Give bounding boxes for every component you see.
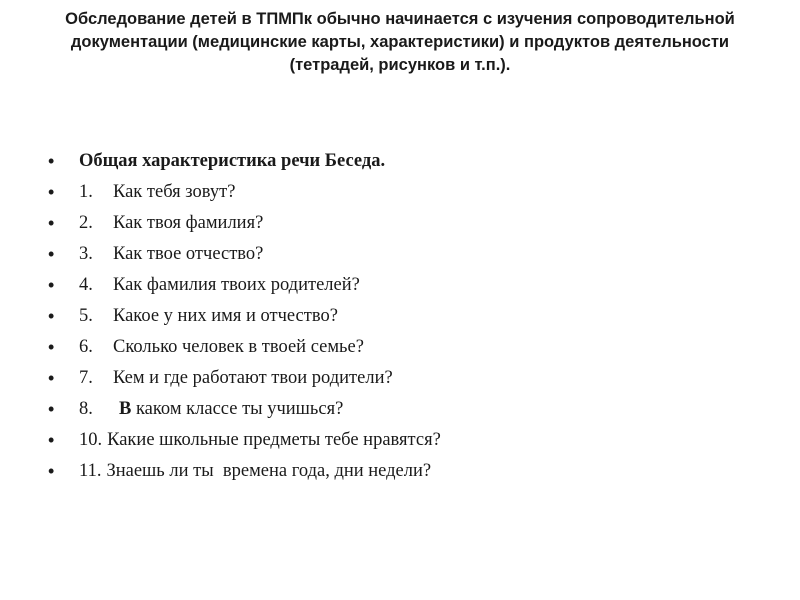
list-item xyxy=(48,208,748,239)
question-text: Знаешь ли ты времена года, дни недели? xyxy=(106,461,432,481)
bullet-marker: • xyxy=(48,461,55,481)
question-text: Сколько человек в твоей семье? xyxy=(113,337,364,357)
question-text: каком классе ты учишься? xyxy=(131,399,344,419)
bold-lead-word: В xyxy=(119,399,132,419)
item-number: 4. xyxy=(79,275,93,295)
section-heading: Общая характеристика речи Беседа. xyxy=(79,151,386,171)
list-item xyxy=(48,177,748,208)
list-item xyxy=(48,239,748,270)
bullet-marker: • xyxy=(48,213,55,233)
question-text: Как твоя фамилия? xyxy=(113,213,264,233)
item-number: 5. xyxy=(79,306,93,326)
bullet-marker: • xyxy=(48,399,55,419)
list-item xyxy=(48,456,748,487)
item-number: 1. xyxy=(79,182,93,202)
bullet-marker: • xyxy=(48,275,55,295)
bullet-marker: • xyxy=(48,244,55,264)
list-item-heading xyxy=(48,146,748,177)
item-number: 3. xyxy=(79,244,93,264)
bullet-marker: • xyxy=(48,151,55,171)
item-number: 10. xyxy=(79,430,103,450)
item-number: 2. xyxy=(79,213,93,233)
question-text: Как фамилия твоих родителей? xyxy=(113,275,360,295)
list-item xyxy=(48,425,748,456)
list-item xyxy=(48,332,748,363)
bullet-marker: • xyxy=(48,337,55,357)
slide-title: Обследование детей в ТПМПк обычно начинается с изучения сопроводительной документации (медицинские карты, характеристики) и продуктов деятельности (тетрадей, рисунков и т.п.). xyxy=(65,10,735,74)
item-number: 7. xyxy=(79,368,93,388)
item-number: 8. xyxy=(79,399,93,419)
question-text: Как твое отчество? xyxy=(113,244,264,264)
question-text: Какое у них имя и отчество? xyxy=(113,306,338,326)
list-item xyxy=(48,301,748,332)
question-text: Какие школьные предметы тебе нравятся? xyxy=(107,430,441,450)
item-number: 6. xyxy=(79,337,93,357)
list-item xyxy=(48,394,748,425)
bullet-marker: • xyxy=(48,430,55,450)
list-item xyxy=(48,363,748,394)
bullet-list xyxy=(48,146,748,487)
list-item xyxy=(48,270,748,301)
question-text: Как тебя зовут? xyxy=(113,182,236,202)
bullet-marker: • xyxy=(48,182,55,202)
question-text: Кем и где работают твои родители? xyxy=(113,368,393,388)
item-number: 11. xyxy=(79,461,102,481)
bullet-marker: • xyxy=(48,306,55,326)
bullet-marker: • xyxy=(48,368,55,388)
